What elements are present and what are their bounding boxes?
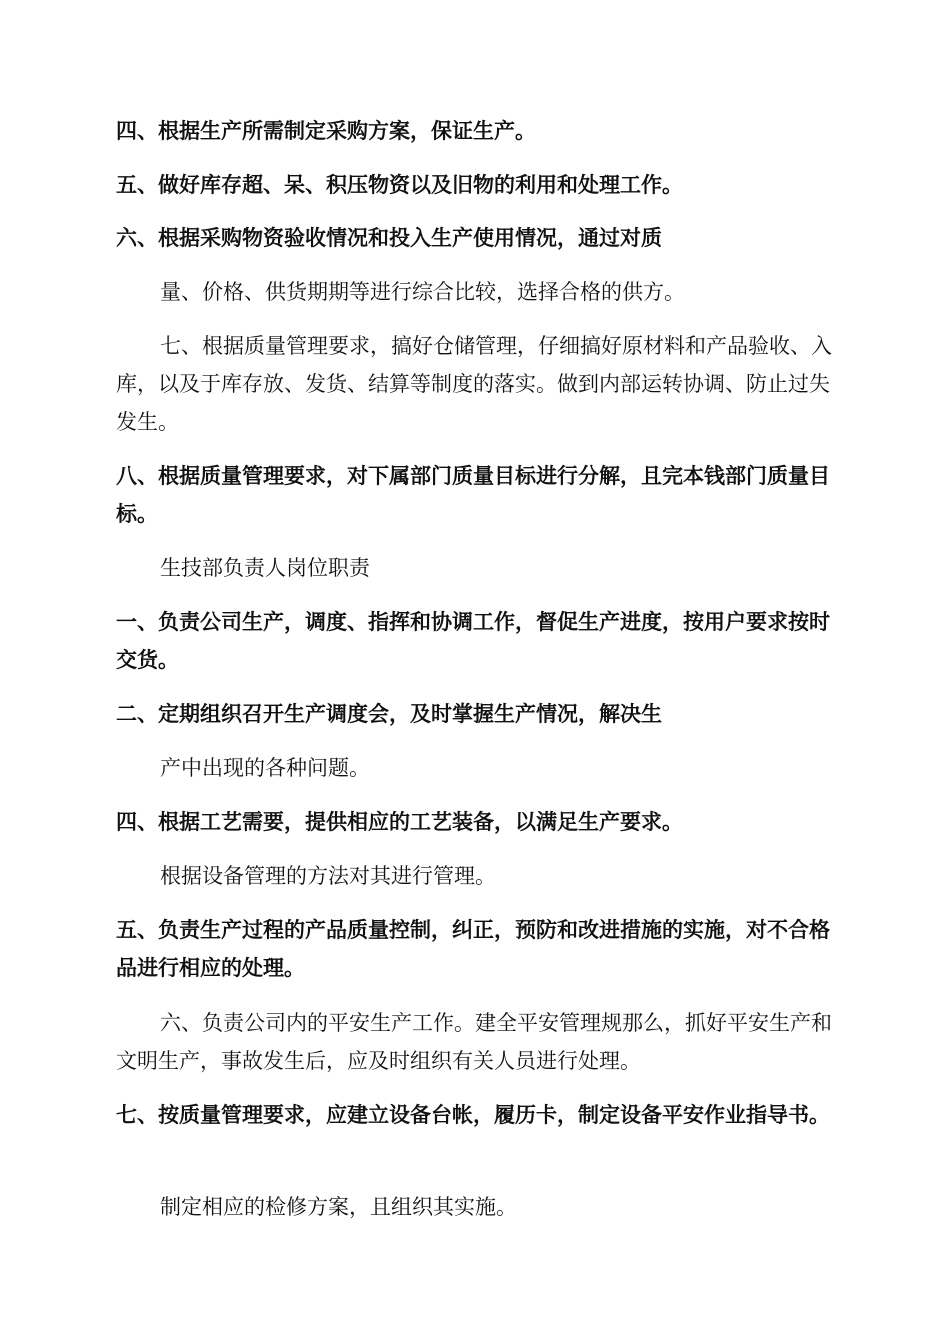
paragraph-3: 六、根据采购物资验收情况和投入生产使用情况，通过对质 [116, 225, 662, 250]
paragraph-6: 八、根据质量管理要求，对下属部门质量目标进行分解，且完本钱部门质量目标。 [116, 463, 830, 526]
paragraph-13: 六、负责公司内的平安生产工作。建全平安管理规那么，抓好平安生产和文明生产，事故发生后，应及时组织有关人员进行处理。 [116, 1011, 832, 1073]
paragraph-11: 根据设备管理的方法对其进行管理。 [160, 864, 496, 888]
paragraph-14: 七、按质量管理要求，应建立设备台帐，履历卡，制定设备平安作业指导书。 [116, 1102, 830, 1127]
paragraph-9: 产中出现的各种问题。 [160, 756, 370, 780]
paragraph-8: 二、定期组织召开生产调度会，及时掌握生产情况，解决生 [116, 701, 662, 726]
paragraph-15: 制定相应的检修方案，且组织其实施。 [160, 1195, 517, 1219]
paragraph-10: 四、根据工艺需要，提供相应的工艺装备，以满足生产要求。 [116, 809, 683, 834]
paragraph-4: 量、价格、供货期期等进行综合比较，选择合格的供方。 [160, 280, 685, 304]
paragraph-7: 一、负责公司生产，调度、指挥和协调工作，督促生产进度，按用户要求按时交货。 [116, 609, 830, 672]
paragraph-2: 五、做好库存超、呆、积压物资以及旧物的利用和处理工作。 [116, 172, 683, 197]
paragraph-1: 四、根据生产所需制定采购方案，保证生产。 [116, 118, 536, 143]
paragraph-5: 七、根据质量管理要求，搞好仓储管理，仔细搞好原材料和产品验收、入库，以及于库存放、发货、结算等制度的落实。做到内部运转协调、防止过失发生。 [116, 334, 832, 434]
section-heading: 生技部负责人岗位职责 [160, 556, 370, 580]
paragraph-12: 五、负责生产过程的产品质量控制，纠正，预防和改进措施的实施，对不合格品进行相应的处理。 [116, 917, 830, 980]
